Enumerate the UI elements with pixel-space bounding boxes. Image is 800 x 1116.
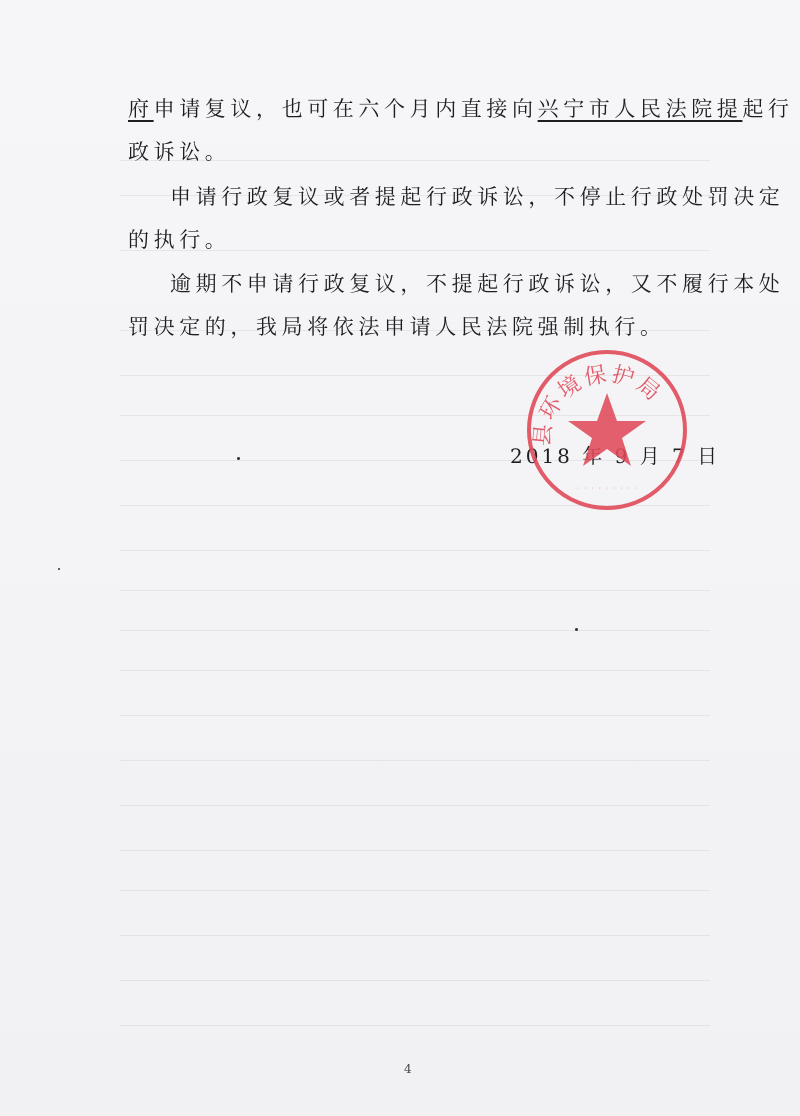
body-line-6: 罚决定的，我局将依法申请人民法院强制执行。 [128, 315, 666, 339]
ink-speck [575, 628, 578, 631]
svg-text:县环境保护局: 县环境保护局 [530, 361, 667, 448]
body-line-5: 逾期不申请行政复议，不提起行政诉讼，又不履行本处 [170, 272, 785, 296]
body-line-3: 申请行政复议或者提起行政诉讼，不停止行政处罚决定 [170, 185, 785, 209]
underlined-text: 府 [128, 97, 154, 121]
body-line-4: 的执行。 [128, 228, 231, 252]
issue-date: 2018 年 9 月 7 日 [510, 444, 721, 468]
body-line-1 [128, 95, 794, 123]
ink-speck [58, 568, 60, 570]
official-seal-icon [522, 345, 692, 515]
court-name-underlined: 兴宁市人民法院提 [537, 97, 743, 121]
body-line-2: 政诉讼。 [128, 140, 231, 164]
body-text: 申请复议，也可在六个月内直接向 [153, 97, 538, 121]
svg-text:· · · · · · · · ·: · · · · · · · · · [576, 485, 638, 492]
page-number: 4 [404, 1062, 412, 1076]
body-text: 起行 [742, 97, 794, 121]
ink-speck [237, 457, 240, 460]
